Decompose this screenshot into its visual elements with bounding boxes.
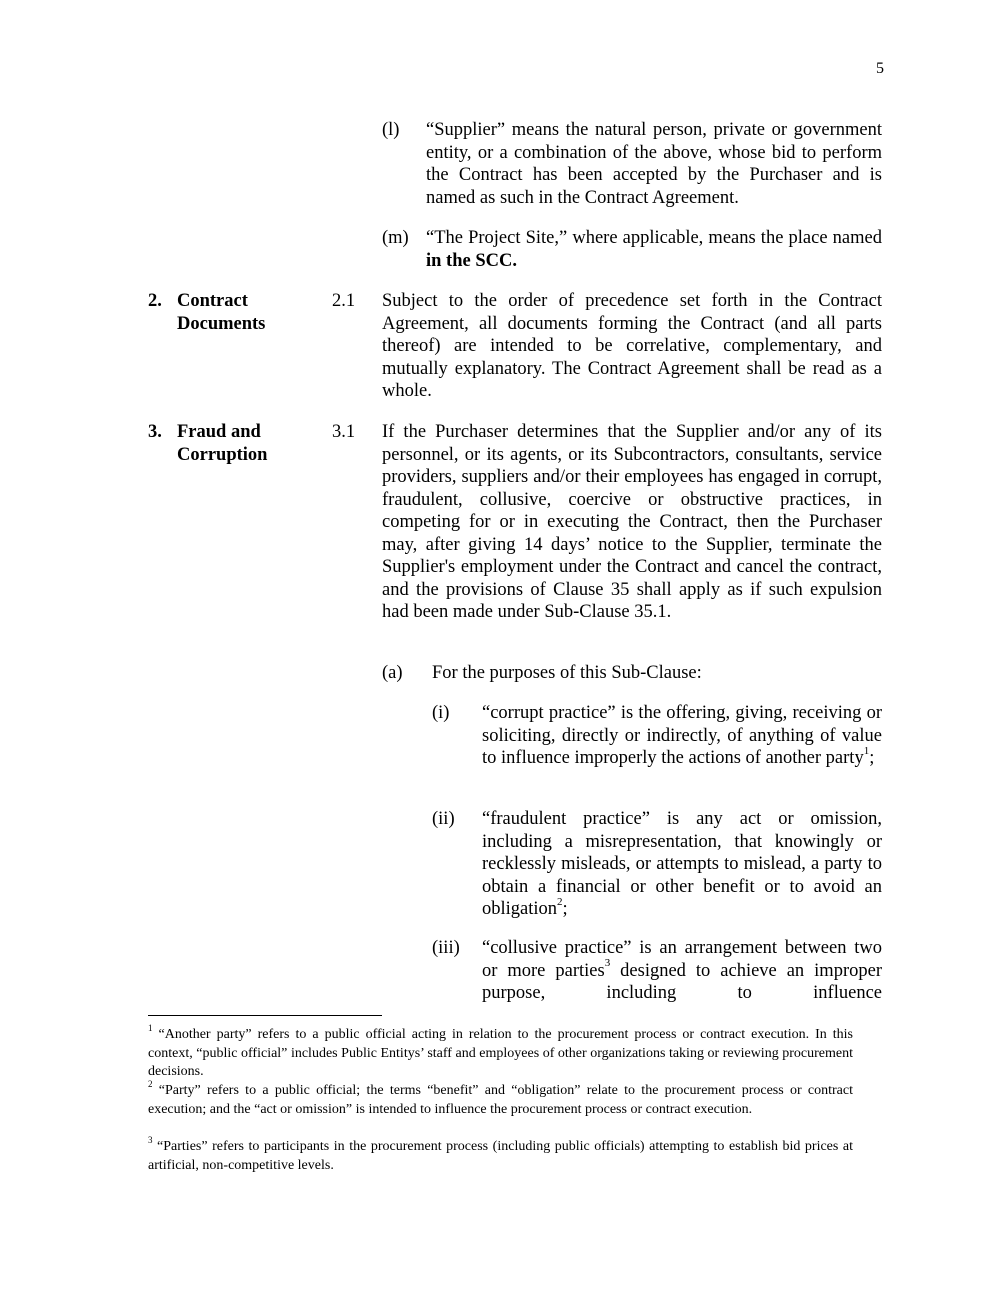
footnote-2: [148, 1079, 853, 1119]
footnote-1: [148, 1023, 853, 1082]
definition-l-text: “Supplier” means the natural person, private or government entity, or a combination of the above, whose bid to perform the Contract has been accepted by the Purchaser and is named as such in the Contract Agreement.: [426, 120, 882, 208]
footnote-ref-1: 1: [863, 744, 870, 757]
clause-3-heading-line1: Fraud and: [177, 422, 261, 442]
item-i-text: [482, 702, 882, 770]
item-iii-text: [482, 937, 882, 1005]
footnote-ref-2: 2: [557, 895, 563, 908]
item-i-label: (i): [432, 703, 450, 723]
clause-3-heading-line2: Corruption: [177, 444, 268, 465]
clause-3-number: 3.: [148, 422, 162, 442]
footnote-separator: [148, 1015, 382, 1016]
item-ii-text: [482, 808, 882, 921]
definition-l-label: (l): [382, 120, 400, 140]
footnote-3-text: “Parties” refers to participants in the procurement process (including public officials) attempting to establish bid prices at artificial, non-competitive levels.: [148, 1139, 853, 1173]
footnote-1-number: 1: [148, 1023, 153, 1034]
item-i-end: ;: [869, 748, 875, 768]
item-iii-body-after: designed to achieve an improper purpose, including to influence: [482, 960, 882, 1003]
item-iii-body-before: “collusive practice” is an arrangement between two or more parties: [482, 938, 882, 981]
definition-m-text-plain: “The Project Site,” where applicable, means the place named: [426, 228, 882, 248]
subclause-a-label: (a): [382, 663, 403, 683]
clause-2-1-text: Subject to the order of precedence set forth in the Contract Agreement, all documents forming the Contract (and all parts thereof) are intended to be correlative, complementary, and mutually explanatory. The Contract Agreement shall be read as a whole.: [382, 291, 882, 401]
item-iii-label: (iii): [432, 938, 460, 958]
footnote-3-number: 3: [148, 1135, 153, 1146]
definition-m-text: [426, 227, 882, 272]
item-ii-label: (ii): [432, 809, 455, 829]
footnote-ref-3: 3: [604, 957, 611, 970]
clause-2-heading-line1: Contract: [177, 291, 248, 311]
clause-3-1-text: If the Purchaser determines that the Supplier and/or any of its personnel, or its agents, or its Subcontractors, consultants, service providers, suppliers and/or their employees has engaged in corrupt, fraudulent, collusive, coercive or obstructive practices, in competing for or in executing the Contract, then the Purchaser may, after giving 14 days’ notice to the Supplier, terminate the Supplier's employment under the Contract and cancel the contract, and the provisions of Clause 35 shall apply as if such expulsion had been made under Sub-Clause 35.1.: [382, 422, 882, 622]
footnote-2-text: “Party” refers to a public official; the terms “benefit” and “obligation” relate to the procurement process or contract execution; and the “act or omission” is intended to influence the procurement process or contract execution.: [148, 1083, 853, 1117]
item-ii-body: “fraudulent practice” is any act or omission, including a misrepresentation, that knowingly or recklessly misleads, or attempts to mislead, a party to obtain a financial or other benefit or to avoid an obligation: [482, 809, 882, 919]
clause-2-heading-line2: Documents: [177, 313, 266, 334]
item-ii-end: ;: [562, 899, 568, 919]
subclause-a-text: For the purposes of this Sub-Clause:: [432, 663, 702, 683]
page-number: 5: [876, 60, 884, 77]
definition-m-text-bold: in the SCC.: [426, 250, 517, 271]
footnote-1-text: “Another party” refers to a public official acting in relation to the procurement process or contract execution. In this context, “public official” includes Public Entitys’ staff and employees of other organizations taking or reviewing procurement decisions.: [148, 1027, 853, 1080]
definition-m-label: (m): [382, 228, 409, 248]
footnote-2-number: 2: [148, 1079, 153, 1090]
clause-3-1-number: 3.1: [332, 422, 356, 442]
item-i-body: “corrupt practice” is the offering, giving, receiving or soliciting, directly or indirectly, of anything of value to influence improperly the actions of another party: [482, 703, 882, 768]
footnote-3: [148, 1135, 853, 1175]
clause-2-1-number: 2.1: [332, 291, 356, 311]
clause-2-number: 2.: [148, 291, 162, 311]
